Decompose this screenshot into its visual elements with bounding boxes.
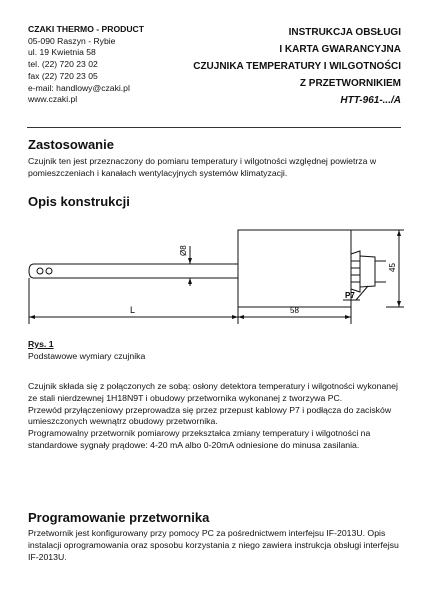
probe-hole-1: [37, 268, 43, 274]
cable-gland-body: [360, 256, 375, 287]
company-email: e-mail: handlowy@czaki.pl: [28, 82, 130, 93]
company-phone: tel. (22) 720 23 02: [28, 59, 98, 70]
figure-caption-title: Rys. 1: [28, 339, 54, 349]
dim-diameter-label: Ø8: [179, 245, 188, 256]
construction-section: [28, 194, 400, 210]
company-address-line1: 05-090 Raszyn - Rybie: [28, 35, 116, 46]
programming-section: [28, 510, 400, 563]
cable-gland-nut: [351, 251, 360, 292]
title-line3: CZUJNIKA TEMPERATURY I WILGOTNOŚCI: [193, 61, 401, 72]
application-text: Czujnik ten jest przeznaczony do pomiaru temperatury i wilgotności względnej powietrza w pomieszczeniach i kanałach wentylacyjnych systemów klimatyzacji.: [28, 156, 377, 178]
model-number: HTT-961-.../A: [340, 95, 401, 106]
title-line1: INSTRUKCJA OBSŁUGI: [288, 27, 401, 38]
probe-hole-2: [46, 268, 52, 274]
title-line4: Z PRZETWORNIKIEM: [299, 78, 401, 89]
title-line2: I KARTA GWARANCYJNA: [279, 44, 401, 55]
company-address-line2: ul. 19 Kwietnia 58: [28, 47, 96, 58]
construction-heading: Opis konstrukcji: [28, 194, 130, 209]
description-section: [28, 381, 400, 452]
description-p1: Czujnik składa się z połączonych ze sobą: osłony detektora temperatury i wilgotności wykonanej ze stali nierdzewnej 1H18N9T i obudowy przetwornika wykonanej z tworzywa PC.: [28, 381, 398, 403]
header-divider: [27, 127, 401, 128]
figure-caption-text: Podstawowe wymiary czujnika: [28, 350, 146, 361]
dim-height-label: 45: [388, 263, 397, 272]
dim-58-label: 58: [290, 306, 299, 315]
company-fax: fax (22) 720 23 05: [28, 70, 98, 81]
figure-caption: [28, 339, 400, 362]
description-p2: Przewód przyłączeniowy przeprowadza się przez przepust kablowy P7 i podłącza do zacisków umieszczonych wewnątrz obudowy przetwornika.: [28, 404, 392, 427]
probe-tube: [29, 264, 238, 278]
description-p3: Programowalny przetwornik pomiarowy przekształca zmiany temperatury i wilgotności na standardowe sygnały prądowe: 4-20 mA albo 0-20mA odniesione do minusa zasilania.: [28, 428, 371, 450]
transmitter-housing: [238, 230, 351, 307]
gland-p7-label: P7: [345, 291, 355, 300]
application-section: [28, 137, 400, 180]
company-website: www.czaki.pl: [28, 94, 78, 105]
document-title: [171, 24, 401, 109]
programming-heading: Programowanie przetwornika: [28, 510, 210, 525]
dim-length-label: L: [130, 305, 136, 315]
company-info: [28, 24, 144, 106]
sensor-dimension-drawing: [0, 212, 425, 332]
application-heading: Zastosowanie: [28, 137, 114, 152]
company-name: CZAKI THERMO - PRODUCT: [28, 24, 145, 34]
programming-text: Przetwornik jest konfigurowany przy pomocy PC za pośrednictwem interfejsu IF-2013U. Opis instalacji oprogramowania oraz sposobu korzystania z niego zawiera instrukcja obsługi interfejsu IF-2013U.: [28, 528, 399, 562]
